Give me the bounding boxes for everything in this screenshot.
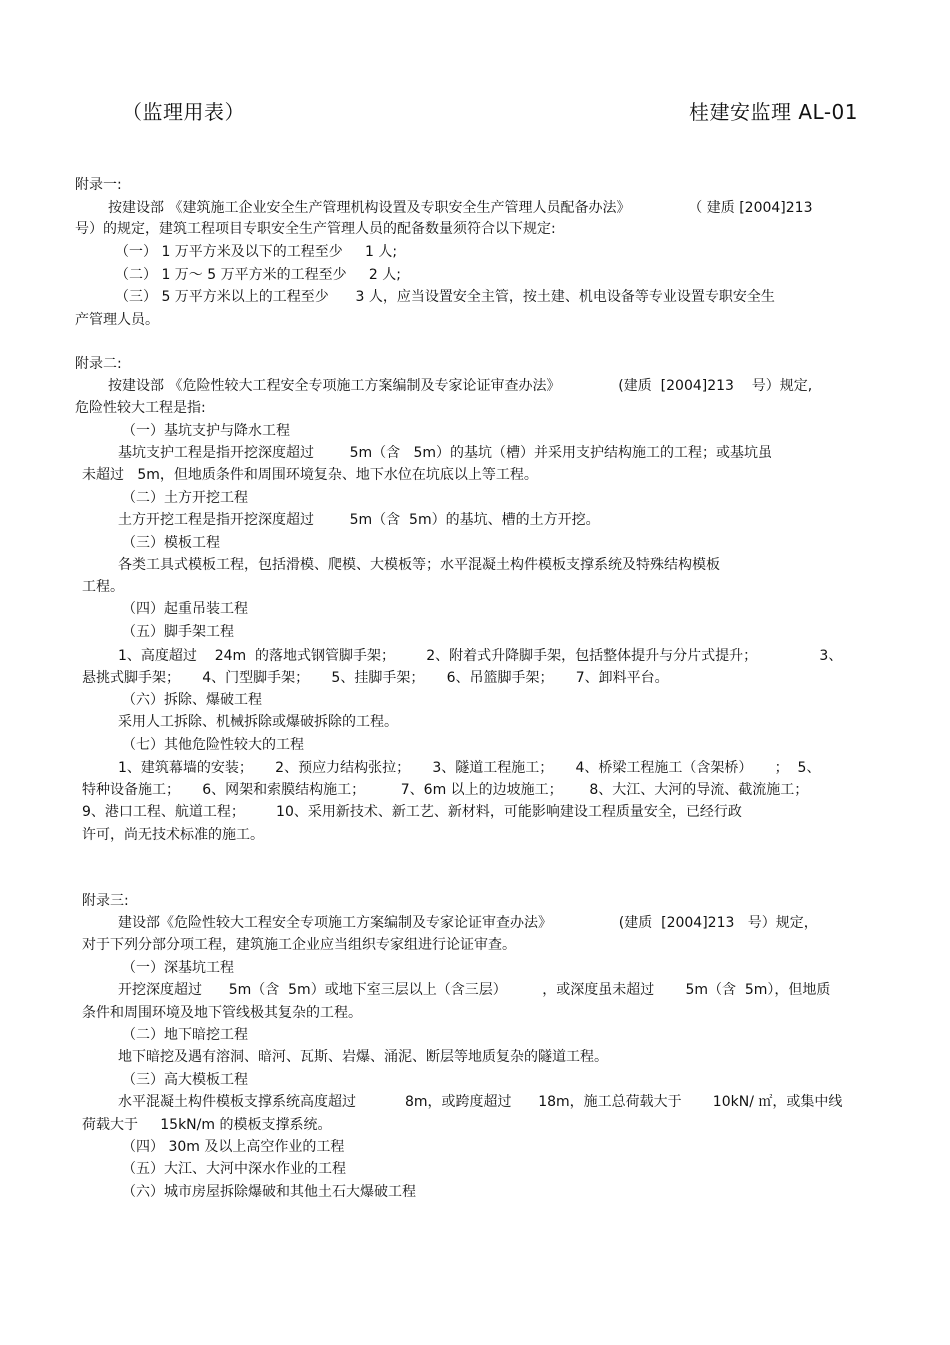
appendix3-line: 条件和周围环境及地下管线极其复杂的工程。 (82, 1005, 362, 1021)
appendix2-line: 工程。 (82, 579, 124, 595)
appendix3-line: 对于下列分部分项工程，建筑施工企业应当组织专家组进行论证审查。 (82, 937, 516, 953)
appendix2-line: 各类工具式模板工程，包括滑模、爬模、大模板等；水平混凝土构件模板支撑系统及特殊结构模板 (118, 557, 720, 573)
appendix3-line: （一）深基坑工程 (122, 960, 234, 976)
appendix2-line: 危险性较大工程是指: (75, 400, 206, 416)
appendix3-line: （三）高大模板工程 (122, 1072, 248, 1088)
appendix2-line: （七）其他危险性较大的工程 (122, 737, 304, 753)
appendix2-line: 悬挑式脚手架； 4、门型脚手架； 5、挂脚手架； 6、吊篮脚手架； 7、卸料平台。 (82, 670, 669, 686)
appendix1-line: （一） 1 万平方米及以下的工程至少 1 人; (115, 244, 398, 260)
appendix2-line: 9、港口工程、航道工程； 10、采用新技术、新工艺、新材料，可能影响建设工程质量安全，已经行政 (82, 804, 742, 820)
appendix2-line: （四）起重吊装工程 (122, 601, 248, 617)
appendix3-line: 荷载大于 15kN/m 的模板支撑系统。 (82, 1117, 332, 1133)
appendix2-line: 按建设部 《危险性较大工程安全专项施工方案编制及专家论证审查办法》 (建质 [2004]213 号）规定, (108, 378, 813, 394)
appendix3-line: （五）大江、大河中深水作业的工程 (122, 1161, 346, 1177)
appendix2-title: 附录二: (75, 356, 122, 372)
appendix1-title: 附录一: (75, 177, 122, 193)
appendix2-line: 采用人工拆除、机械拆除或爆破拆除的工程。 (118, 714, 398, 730)
appendix2-line: 1、建筑幕墙的安装； 2、预应力结构张拉； 3、隧道工程施工； 4、桥梁工程施工（含架桥） ； 5、 (118, 760, 821, 776)
appendix2-line: 许可，尚无技术标准的施工。 (82, 827, 264, 843)
appendix3-line: （二）地下暗挖工程 (122, 1027, 248, 1043)
appendix3-line: 开挖深度超过 5m（含 5m）或地下室三层以上（含三层） ，或深度虽未超过 5m（含 5m），但地质 (118, 982, 831, 998)
appendix2-line: （五）脚手架工程 (122, 624, 234, 640)
appendix3-line: 建设部《危险性较大工程安全专项施工方案编制及专家论证审查办法》 (建质 [2004]213 号）规定， (118, 915, 818, 931)
appendix1-line: （三） 5 万平方米以上的工程至少 3 人，应当设置安全主管，按土建、机电设备等专业设置专职安全生 (115, 289, 775, 305)
form-type-label: （监理用表） (122, 100, 245, 124)
appendix3-title: 附录三: (82, 893, 129, 909)
appendix2-line: （二）土方开挖工程 (122, 490, 248, 506)
appendix2-line: 土方开挖工程是指开挖深度超过 5m（含 5m）的基坑、槽的土方开挖。 (118, 512, 600, 528)
appendix2-line: （六）拆除、爆破工程 (122, 692, 262, 708)
appendix2-line: 未超过 5m，但地质条件和周围环境复杂、地下水位在坑底以上等工程。 (82, 467, 538, 483)
appendix3-line: （六）城市房屋拆除爆破和其他土石大爆破工程 (122, 1184, 416, 1200)
appendix3-line: 水平混凝土构件模板支撑系统高度超过 8m，或跨度超过 18m，施工总荷载大于 10kN/ ㎡，或集中线 (118, 1094, 843, 1110)
appendix1-line: （二） 1 万～ 5 万平方米的工程至少 2 人; (115, 267, 401, 283)
appendix3-line: 地下暗挖及遇有溶洞、暗河、瓦斯、岩爆、涌泥、断层等地质复杂的隧道工程。 (118, 1049, 608, 1065)
appendix1-line: 产管理人员。 (75, 312, 159, 328)
appendix1-line: 按建设部 《建筑施工企业安全生产管理机构设置及专职安全生产管理人员配备办法》 （ 建质 [2004]213 (108, 200, 813, 216)
appendix2-line: 基坑支护工程是指开挖深度超过 5m（含 5m）的基坑（槽）并采用支护结构施工的工程；或基坑虽 (118, 445, 773, 461)
appendix2-line: 特种设备施工； 6、网架和索膜结构施工； 7、6m 以上的边坡施工； 8、大江、大河的导流、截流施工； (82, 782, 809, 798)
appendix1-line: 号）的规定，建筑工程项目专职安全生产管理人员的配备数量须符合以下规定: (75, 221, 556, 237)
appendix2-line: 1、高度超过 24m 的落地式钢管脚手架； 2、附着式升降脚手架，包括整体提升与分片式提升； 3、 (118, 648, 843, 664)
appendix3-line: （四） 30m 及以上高空作业的工程 (122, 1139, 345, 1155)
appendix2-line: （三）模板工程 (122, 535, 220, 551)
appendix2-line: （一）基坑支护与降水工程 (122, 423, 290, 439)
form-code-label: 桂建安监理 AL-01 (689, 100, 858, 124)
